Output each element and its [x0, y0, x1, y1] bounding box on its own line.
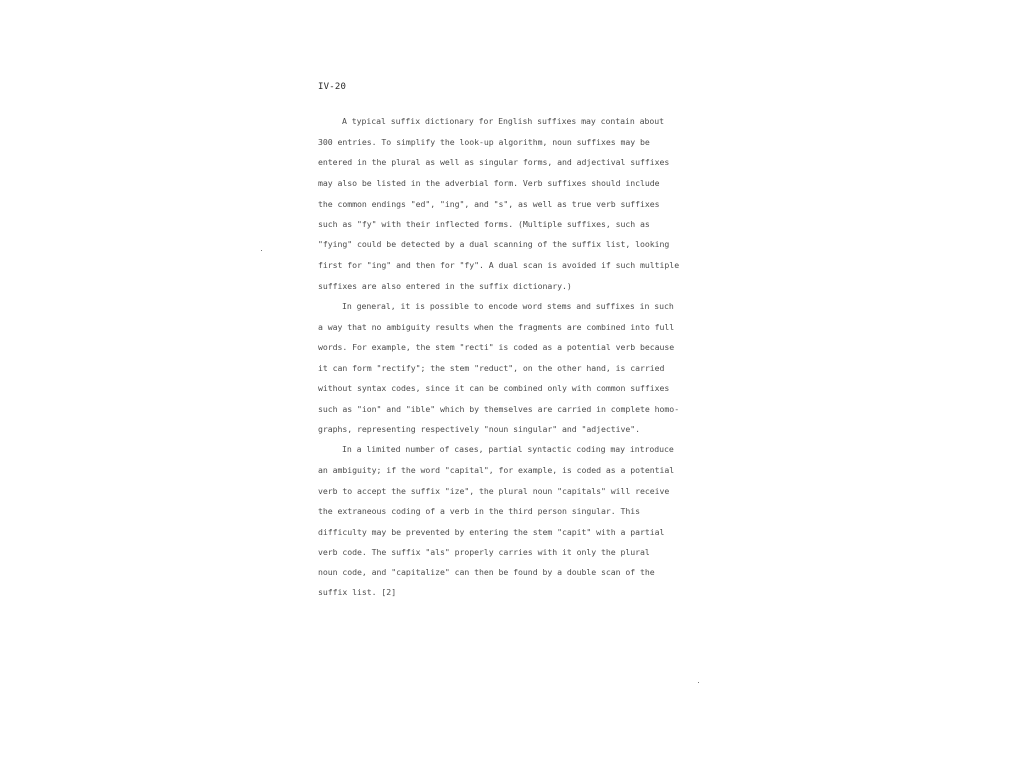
text-line: noun code, and "capitalize" can then be found by a double scan of the [318, 567, 655, 577]
text-line: may also be listed in the adverbial form. Verb suffixes should include [318, 178, 660, 188]
text-line: In a limited number of cases, partial syntactic coding may introduce [342, 444, 674, 454]
text-line: words. For example, the stem "recti" is coded as a potential verb because [318, 342, 675, 352]
text-line: suffix list. [2] [318, 587, 397, 597]
text-line: such as "ion" and "ible" which by themselves are carried in complete homo- [318, 404, 680, 414]
text-line: a way that no ambiguity results when the fragments are combined into full [318, 322, 675, 332]
text-line: an ambiguity; if the word "capital", for example, is coded as a potential [318, 465, 675, 475]
text-line: 300 entries. To simplify the look-up algorithm, noun suffixes may be [318, 137, 650, 147]
text-line: without syntax codes, since it can be combined only with common suffixes [318, 383, 670, 393]
text-line: the extraneous coding of a verb in the third person singular. This [318, 506, 641, 516]
scan-speck [261, 250, 262, 251]
text-line: entered in the plural as well as singular forms, and adjectival suffixes [318, 157, 670, 167]
text-line: verb to accept the suffix "ize", the plural noun "capitals" will receive [318, 486, 670, 496]
scan-speck [698, 682, 699, 683]
page-number: IV-20 [318, 82, 347, 92]
text-line: it can form "rectify"; the stem "reduct", on the other hand, is carried [318, 363, 665, 373]
text-line: verb code. The suffix "als" properly carries with it only the plural [318, 547, 650, 557]
text-line: difficulty may be prevented by entering the stem "capit" with a partial [318, 527, 665, 537]
text-line: such as "fy" with their inflected forms. (Multiple suffixes, such as [318, 219, 650, 229]
text-line: In general, it is possible to encode word stems and suffixes in such [342, 301, 674, 311]
text-line: the common endings "ed", "ing", and "s", as well as true verb suffixes [318, 199, 660, 209]
text-line: graphs, representing respectively "noun singular" and "adjective". [318, 424, 641, 434]
text-line: "fying" could be detected by a dual scanning of the suffix list, looking [318, 239, 670, 249]
text-line: suffixes are also entered in the suffix dictionary.) [318, 281, 572, 291]
text-line: first for "ing" and then for "fy". A dual scan is avoided if such multiple [318, 260, 680, 270]
text-line: A typical suffix dictionary for English suffixes may contain about [342, 116, 665, 126]
